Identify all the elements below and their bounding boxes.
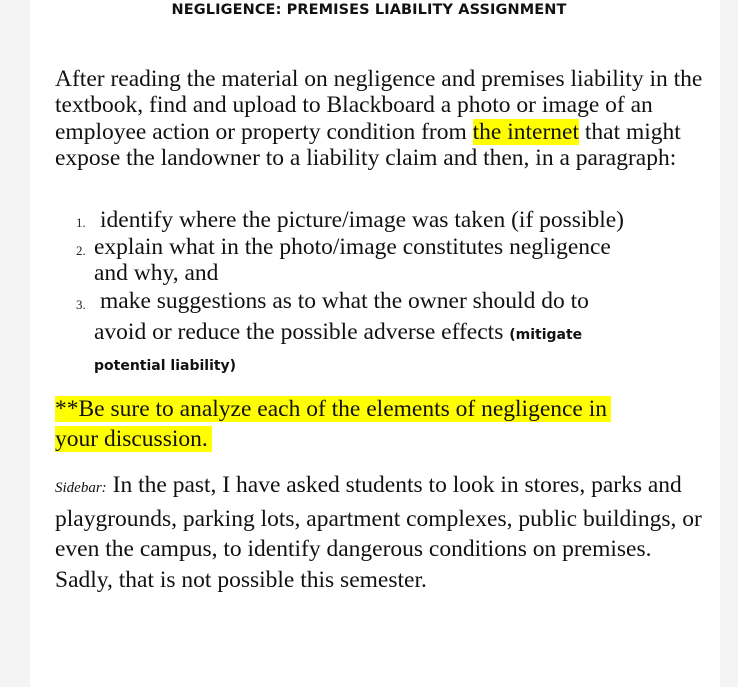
intro-text-start: After reading the material on negligence and premises liability in the textbook, find and upload to Blackboard a photo or image of an employee action or property condition from	[55, 66, 703, 145]
sidebar-paragraph	[55, 470, 705, 596]
sidebar-label: Sidebar:	[55, 480, 107, 496]
highlighted-reminder	[55, 394, 611, 454]
document-title: NEGLIGENCE: PREMISES LIABILITY ASSIGNMENT	[171, 2, 567, 18]
list-item-2-line-2: and why, and	[94, 260, 219, 286]
reminder-line-1: **Be sure to analyze each of the elements of negligence in	[55, 396, 611, 422]
mitigate-note-inline: (mitigate	[509, 327, 583, 343]
list-item-3-line-1: make suggestions as to what the owner should do to	[100, 288, 589, 314]
list-item-3-line-2-text: avoid or reduce the possible adverse effects	[94, 319, 504, 345]
sidebar-text: In the past, I have asked students to look in stores, parks and playgrounds, parking lots, apartment complexes, public buildings, or even the campus, to identify dangerous conditions on premises. Sadly, that is not possible this semester.	[55, 472, 702, 594]
list-item-2-line-1: explain what in the photo/image constitutes negligence	[94, 234, 611, 260]
intro-text-end: that might expose the landowner to a liability claim and then, in a paragraph:	[55, 118, 681, 171]
list-number-2: 2.	[76, 243, 86, 258]
intro-highlighted-text: the internet	[472, 118, 580, 145]
reminder-line-2: your discussion.	[55, 426, 212, 452]
list-number-3: 3.	[76, 297, 86, 312]
list-number-1: 1.	[76, 215, 86, 230]
list-item-1-line-1: identify where the picture/image was taken (if possible)	[100, 207, 624, 233]
intro-paragraph	[55, 66, 705, 171]
mitigate-note-line: potential liability)	[94, 358, 237, 374]
